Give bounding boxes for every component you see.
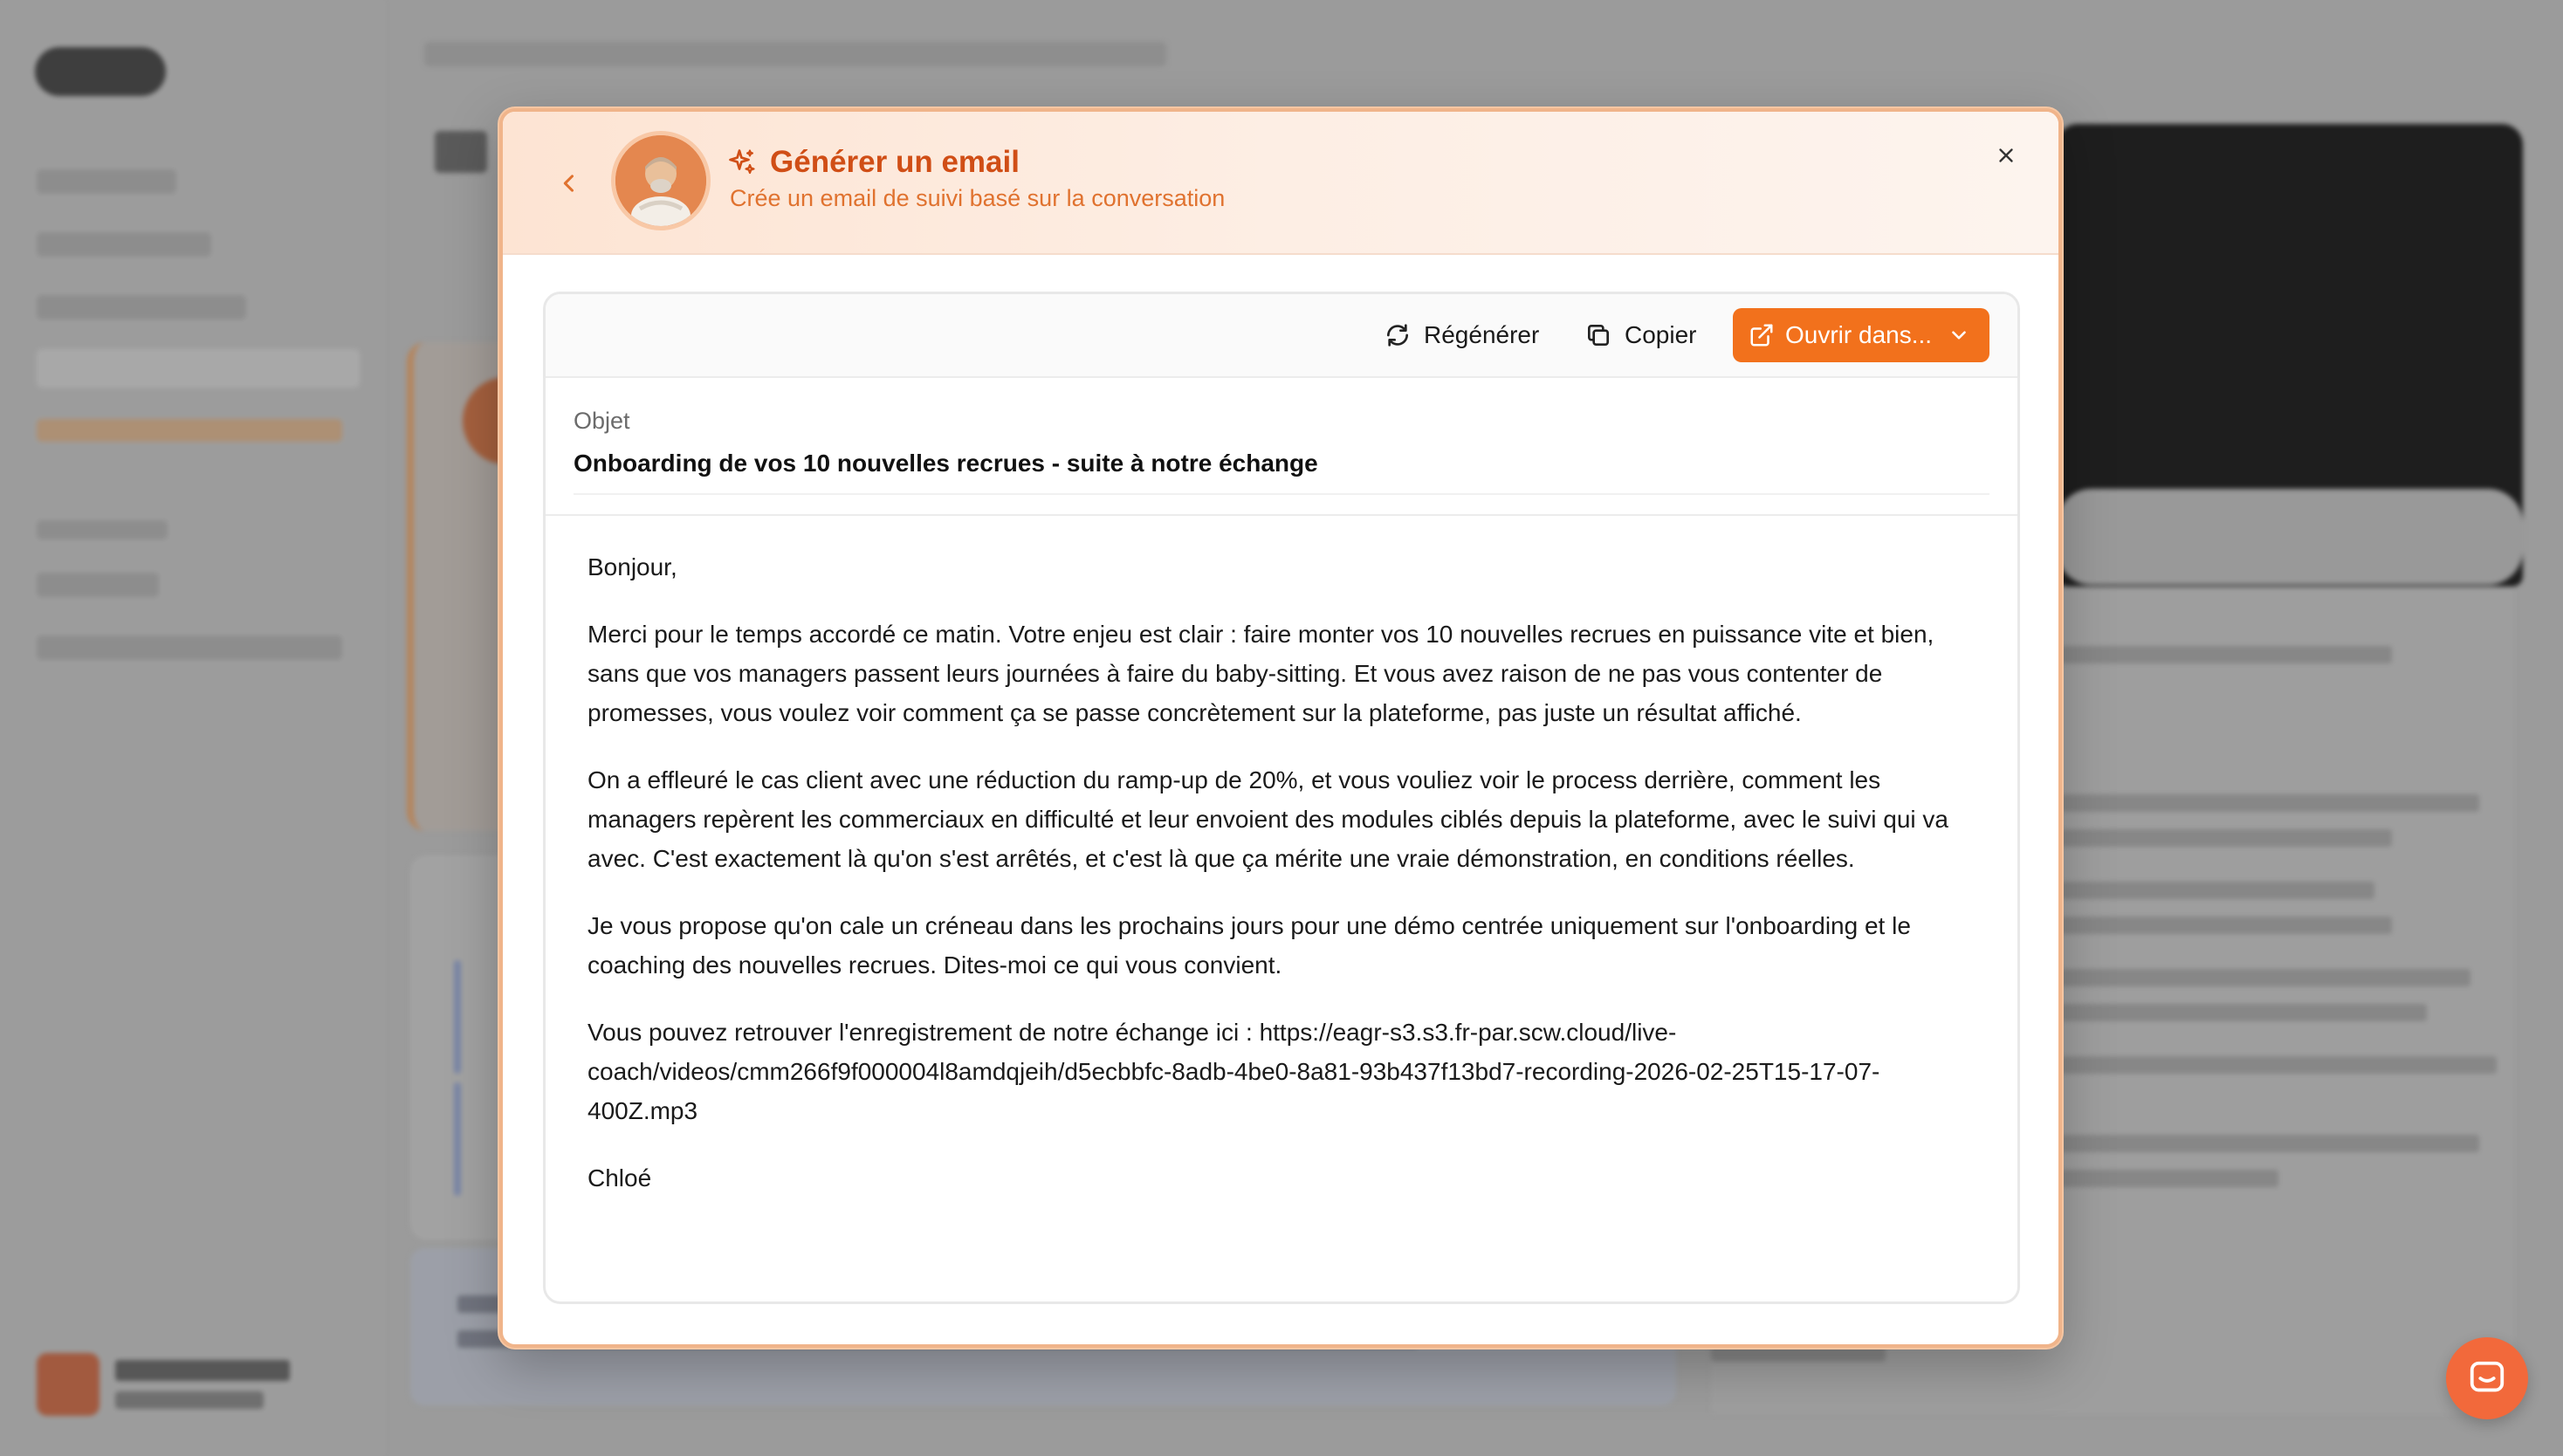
email-toolbar: [546, 294, 2017, 378]
modal-title: Générer un email: [770, 145, 1020, 179]
back-button[interactable]: [552, 166, 587, 201]
external-link-icon: [1749, 322, 1775, 348]
email-paragraph: Vous pouvez retrouver l'enregistrement de notre échange ici : https://eagr-s3.s3.fr-par.scw.cloud/live-coach/videos/cmm266f9f000004l8amdqjeih/d5ecbbfc-8adb-4be0-8a81-93b437f13bd7-recording-2026-02-25T15-17-07-400Z.mp3: [587, 1019, 1880, 1124]
chevron-left-icon: [557, 171, 581, 196]
chat-icon: [2467, 1358, 2507, 1398]
copy-icon: [1584, 321, 1612, 349]
refresh-icon: [1384, 321, 1412, 349]
email-paragraph: Merci pour le temps accordé ce matin. Votre enjeu est clair : faire monter vos 10 nouvelles recrues en puissance vite et bien, sans que vos managers passent leurs journées à faire du baby-sitting. Et vous avez raison de ne pas vous contenter de promesses, vous voulez voir comment ça se passe concrètement sur la plateforme, pas juste un résultat affiché.: [587, 621, 1934, 726]
email-signature: Chloé: [587, 1164, 652, 1192]
copy-button[interactable]: [1584, 308, 1696, 362]
regenerate-label: Régénérer: [1424, 321, 1540, 348]
email-paragraph: Bonjour,: [587, 553, 677, 580]
chevron-down-icon: [1948, 324, 1970, 347]
modal-header: [503, 112, 2058, 255]
email-preview: [543, 292, 2020, 1304]
copy-label: Copier: [1625, 321, 1697, 348]
modal-subtitle: Crée un email de suivi basé sur la conversation: [730, 185, 1226, 211]
sparkles-icon: [726, 147, 758, 178]
email-paragraph: On a effleuré le cas client avec une réduction du ramp-up de 20%, et vous vouliez voir le process derrière, comment les managers repèrent les commerciaux en difficulté et leur envoient des modules ciblés depuis la plateforme, avec le suivi qui va avec. C'est exactement là qu'on s'est arrêtés, et c'est là que ça mérite une vraie démonstration, en conditions réelles.: [587, 766, 1948, 872]
subject-label: Objet: [574, 408, 630, 434]
open-in-label: Ouvrir dans...: [1785, 321, 1933, 348]
regenerate-button[interactable]: [1384, 308, 1539, 362]
divider: [574, 493, 1989, 495]
support-chat-button[interactable]: [2446, 1337, 2528, 1419]
generate-email-modal: [499, 108, 2062, 1348]
coach-avatar: [611, 131, 711, 230]
subject-field[interactable]: Onboarding de vos 10 nouvelles recrues - suite à notre échange: [574, 450, 1318, 477]
email-paragraph: Je vous propose qu'on cale un créneau dans les prochains jours pour une démo centrée uniquement sur l'onboarding et le coaching des nouvelles recrues. Dites-moi ce qui vous convient.: [587, 912, 1911, 979]
open-in-dropdown-button[interactable]: [1733, 308, 1989, 362]
close-button[interactable]: [1987, 136, 2025, 175]
close-icon: [1995, 144, 2017, 167]
subject-section: [546, 380, 2017, 516]
email-body[interactable]: [587, 547, 1984, 1226]
